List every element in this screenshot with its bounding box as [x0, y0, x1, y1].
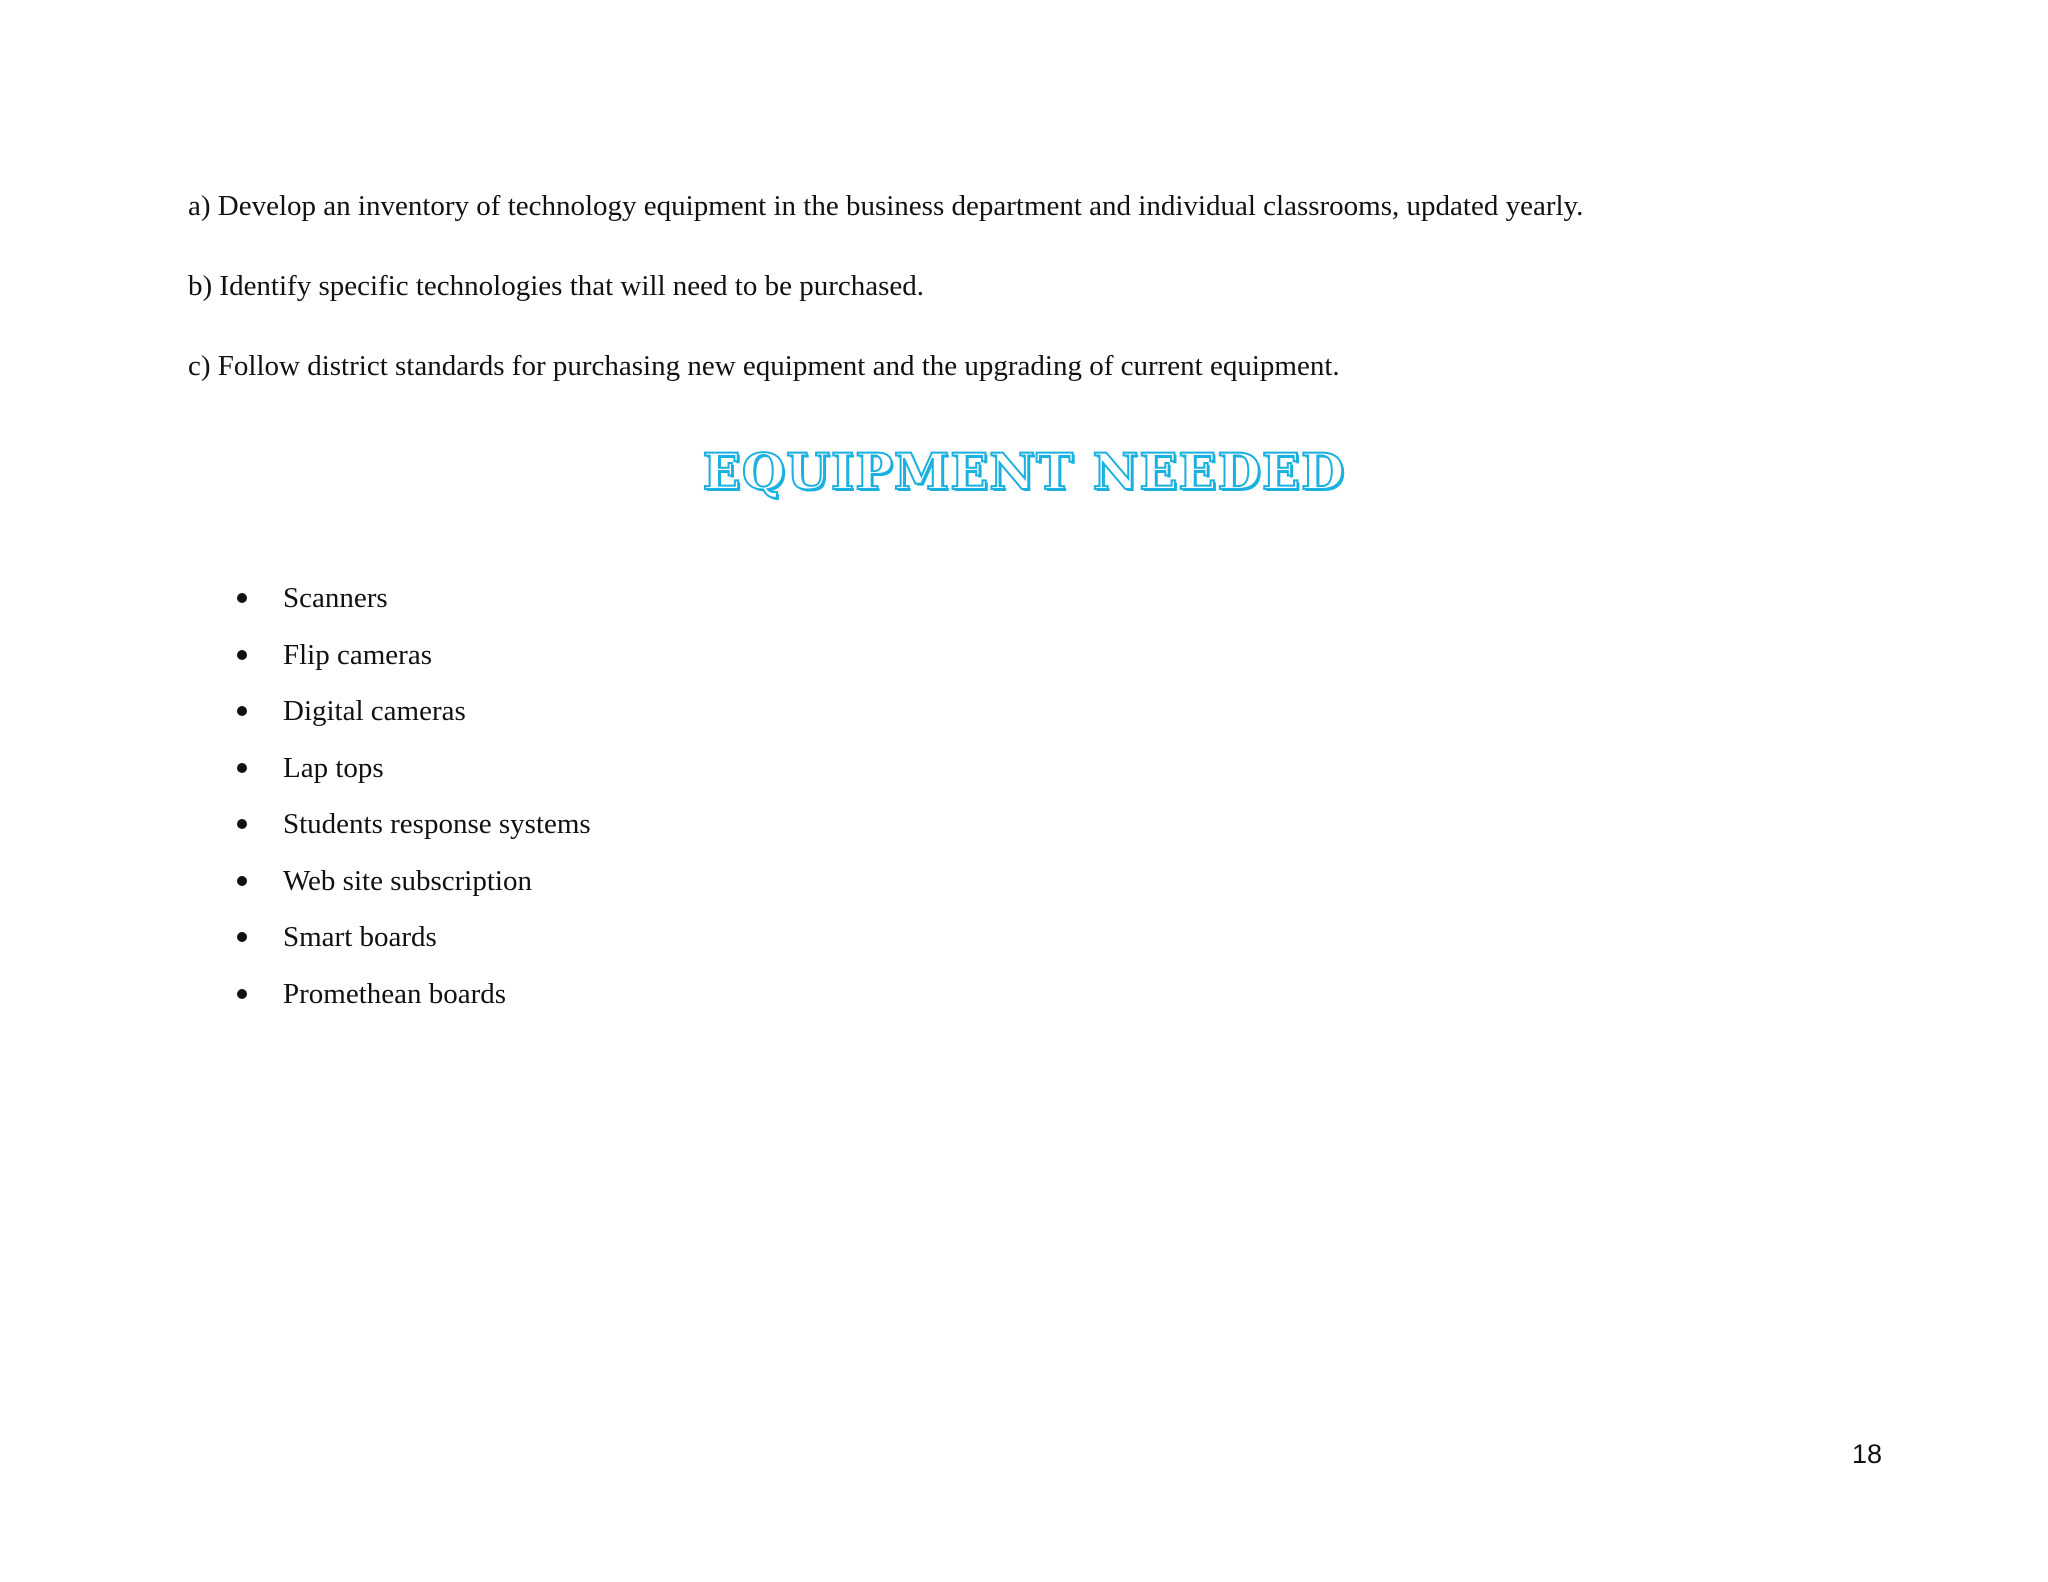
- list-item-text: Digital cameras: [283, 695, 466, 727]
- list-item-text: Lap tops: [283, 751, 384, 784]
- bullet-icon: [237, 706, 247, 716]
- list-item-text: Scanners: [283, 582, 388, 614]
- list-item-text: Flip cameras: [283, 638, 432, 671]
- page-number: 18: [1852, 1439, 1883, 1469]
- bullet-icon: [237, 763, 247, 773]
- bullet-icon: [237, 876, 247, 886]
- bullet-icon: [237, 819, 247, 829]
- paragraph-c: c) Follow district standards for purchasing new equipment and the upgrading of current equipment.: [188, 350, 1340, 382]
- paragraph-a: a) Develop an inventory of technology equipment in the business department and individual classrooms, updated yearly.: [188, 190, 1584, 222]
- list-item-text: Promethean boards: [283, 977, 507, 1010]
- list-item-text: Students response systems: [283, 808, 591, 840]
- bullet-icon: [237, 932, 247, 942]
- list-item-text: Web site subscription: [283, 864, 532, 897]
- section-heading: EQUIPMENT NEEDED: [702, 442, 1346, 501]
- bullet-icon: [237, 989, 247, 999]
- bullet-icon: [237, 650, 247, 660]
- paragraph-b: b) Identify specific technologies that will need to be purchased.: [188, 270, 925, 302]
- list-item-text: Smart boards: [283, 921, 437, 953]
- bullet-icon: [237, 593, 247, 603]
